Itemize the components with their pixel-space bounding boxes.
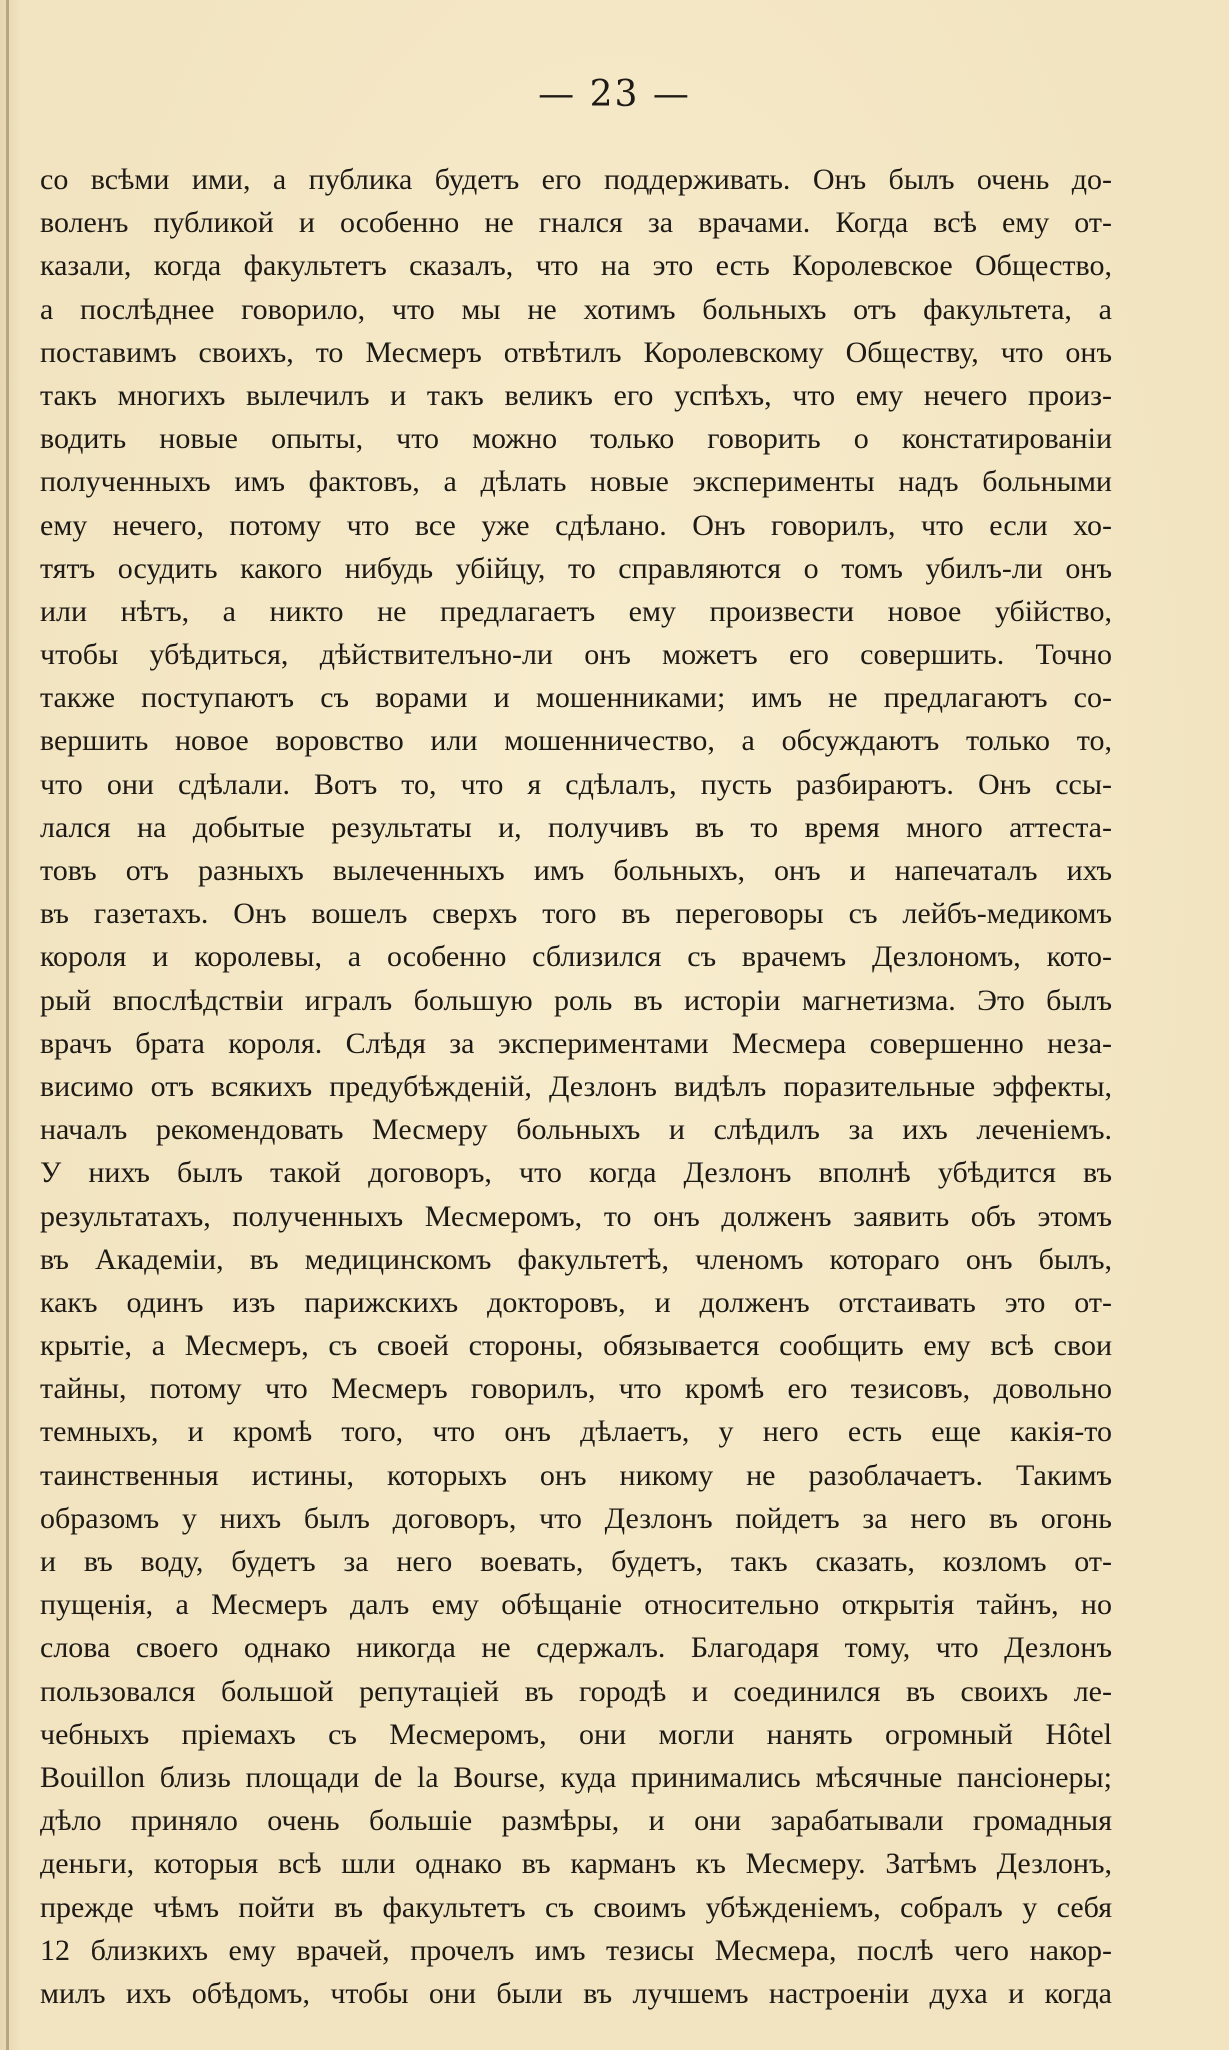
text-line: врачъ брата короля. Слѣдя за экспериментами Месмера совершенно неза-: [40, 1026, 1112, 1060]
text-line: также поступаютъ съ ворами и мошенниками; имъ не предлагаютъ со-: [40, 681, 1112, 715]
text-line: темныхъ, и кромѣ того, что онъ дѣлаетъ, у него есть еще какія-то: [40, 1415, 1112, 1449]
text-line: началъ рекомендовать Месмеру больныхъ и слѣдилъ за ихъ леченіемъ.: [40, 1113, 1112, 1147]
text-line: поставимъ своихъ, то Месмеръ отвѣтилъ Королевскому Обществу, что онъ: [40, 335, 1112, 369]
text-line: пользовался большой репутаціей въ городѣ и соединился въ своихъ ле-: [40, 1674, 1112, 1708]
text-line: вершить новое воровство или мошенничество, а обсуждаютъ только то,: [40, 724, 1112, 758]
text-line: крытіе, а Месмеръ, съ своей стороны, обязывается сообщить ему всѣ свои: [40, 1329, 1112, 1363]
text-line: какъ одинъ изъ парижскихъ докторовъ, и долженъ отстаивать это от-: [40, 1285, 1112, 1319]
text-line: висимо отъ всякихъ предубѣжденій, Дезлонъ видѣлъ поразительные эффекты,: [40, 1069, 1112, 1103]
text-line: водить новые опыты, что можно только говорить о констатированіи: [40, 422, 1112, 456]
text-line: милъ ихъ обѣдомъ, чтобы они были въ лучшемъ настроеніи духа и когда: [40, 1976, 1112, 2010]
text-line: ему нечего, потому что все уже сдѣлано. Онъ говорилъ, что если хо-: [40, 508, 1112, 542]
text-line: воленъ публикой и особенно не гнался за врачами. Когда всѣ ему от-: [40, 206, 1112, 240]
text-line: образомъ у нихъ былъ договоръ, что Дезлонъ пойдетъ за него въ огонь: [40, 1501, 1112, 1535]
text-line: 12 близкихъ ему врачей, прочелъ имъ тезисы Месмера, послѣ чего накор-: [40, 1933, 1112, 1967]
text-line: а послѣднее говорило, что мы не хотимъ больныхъ отъ факультета, а: [40, 292, 1112, 326]
text-line: У нихъ былъ такой договоръ, что когда Дезлонъ вполнѣ убѣдится въ: [40, 1156, 1112, 1190]
text-line: такъ многихъ вылечилъ и такъ великъ его успѣхъ, что ему нечего произ-: [40, 378, 1112, 412]
text-line: прежде чѣмъ пойти въ факультетъ съ своимъ убѣжденіемъ, собралъ у себя: [40, 1890, 1112, 1924]
text-line: тятъ осудить какого нибудь убійцу, то справляются о томъ убилъ-ли онъ: [40, 551, 1112, 585]
page-number: — 23 —: [538, 74, 691, 115]
text-line: или нѣтъ, а никто не предлагаетъ ему произвести новое убійство,: [40, 594, 1112, 628]
text-line: короля и королевы, а особенно сблизился съ врачемъ Дезлономъ, кото-: [40, 940, 1112, 974]
text-line: лался на добытые результаты и, получивъ въ то время много аттеста-: [40, 810, 1112, 844]
text-line: что они сдѣлали. Вотъ то, что я сдѣлалъ, пусть разбираютъ. Онъ ссы-: [40, 767, 1112, 801]
text-line: въ Академіи, въ медицинскомъ факультетѣ, членомъ котораго онъ былъ,: [40, 1242, 1112, 1276]
text-line: въ газетахъ. Онъ вошелъ сверхъ того въ переговоры съ лейбъ-медикомъ: [40, 897, 1112, 931]
text-line: тайны, потому что Месмеръ говорилъ, что кромѣ его тезисовъ, довольно: [40, 1372, 1112, 1406]
text-line: пущенія, а Месмеръ далъ ему обѣщаніе относительно открытія тайнъ, но: [40, 1588, 1112, 1622]
text-line: полученныхъ имъ фактовъ, а дѣлать новые эксперименты надъ больными: [40, 465, 1112, 499]
body-text: [40, 158, 1112, 2015]
text-line: чебныхъ пріемахъ съ Месмеромъ, они могли нанять огромный Hôtel: [40, 1717, 1112, 1751]
text-line: Bouillon близь площади de la Bourse, куда принимались мѣсячные пансіонеры;: [40, 1760, 1112, 1794]
text-line: чтобы убѣдиться, дѣйствителъно-ли онъ можетъ его совершить. Точно: [40, 638, 1112, 672]
text-line: и въ воду, будетъ за него воевать, будетъ, такъ сказать, козломъ от-: [40, 1545, 1112, 1578]
text-line: со всѣми ими, а публика будетъ его поддерживать. Онъ былъ очень до-: [40, 163, 1112, 196]
text-line: слова своего однако никогда не сдержалъ. Благодаря тому, что Дезлонъ: [40, 1631, 1112, 1665]
text-line: товъ отъ разныхъ вылеченныхъ имъ больныхъ, онъ и напечаталъ ихъ: [40, 854, 1112, 887]
text-line: дѣло приняло очень большіе размѣры, и они зарабатывали громадныя: [40, 1804, 1112, 1838]
text-line: деньги, которыя всѣ шли однако въ карманъ къ Месмеру. Затѣмъ Дезлонъ,: [40, 1847, 1112, 1881]
text-line: результатахъ, полученныхъ Месмеромъ, то онъ долженъ заявить объ этомъ: [40, 1199, 1112, 1233]
binding-edge: [6, 0, 9, 2050]
text-line: таинственныя истины, которыхъ онъ никому не разоблачаетъ. Такимъ: [40, 1458, 1112, 1492]
text-line: казали, когда факультетъ сказалъ, что на это есть Королевское Общество,: [40, 249, 1112, 283]
text-line: рый впослѣдствіи игралъ большую роль въ исторіи магнетизма. Это былъ: [40, 983, 1112, 1017]
